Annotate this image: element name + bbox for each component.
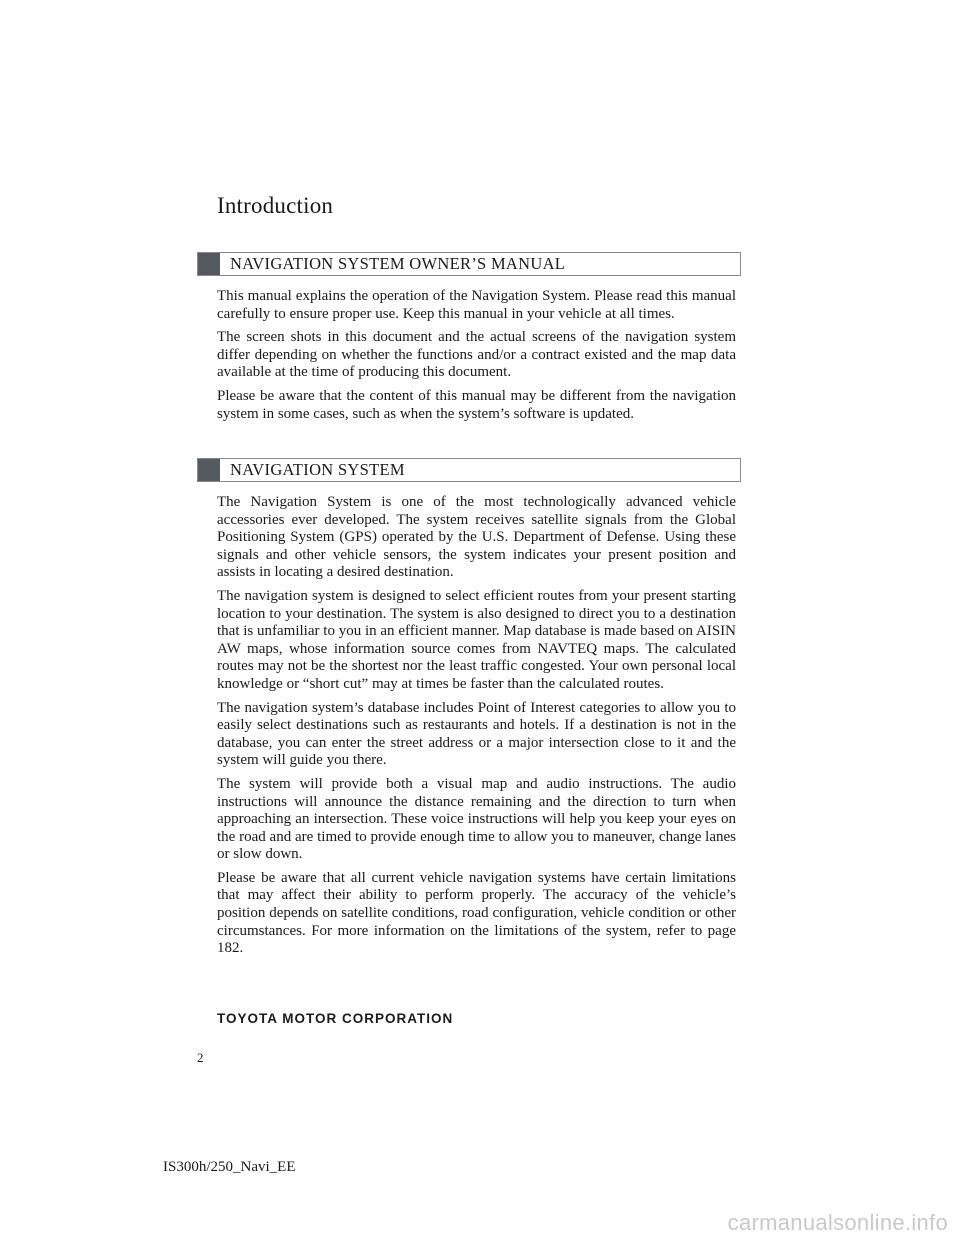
page-number: 2 xyxy=(197,1050,204,1065)
section-marker xyxy=(198,459,220,481)
watermark: carmanualsonline.info xyxy=(727,1210,948,1235)
paragraph: The screen shots in this document and the actual screens of the navigation system differ depending on whether the functions and/or a contract existed and the map data available at the time of producing this document. xyxy=(217,329,736,381)
section-marker xyxy=(198,253,220,275)
corporation-name: TOYOTA MOTOR CORPORATION xyxy=(217,1011,454,1026)
section-heading-label: NAVIGATION SYSTEM OWNER’S MANUAL xyxy=(230,254,566,273)
section-heading-owners-manual xyxy=(197,252,741,276)
paragraph: Please be aware that the content of this manual may be different from the navigation system in some cases, such as when the system’s software is updated. xyxy=(217,387,736,422)
paragraph: This manual explains the operation of the Navigation System. Please read this manual carefully to ensure proper use. Keep this manual in your vehicle at all times. xyxy=(217,288,736,322)
paragraph: The navigation system is designed to select efficient routes from your present starting location to your destination. The system is also designed to direct you to a destination that is unfamiliar to you in an efficient manner. Map database is made based on AISIN AW maps, whose information source comes from NAVTEQ maps. The calculated routes may not be the shortest nor the least traffic congested. Your own personal local knowledge or “short cut” may at times be faster than the calculated routes. xyxy=(217,587,736,692)
section-body-owners-manual xyxy=(217,288,736,429)
section-heading-label: NAVIGATION SYSTEM xyxy=(230,460,405,479)
section-heading-navigation-system xyxy=(197,458,741,482)
page-title: Introduction xyxy=(217,193,334,218)
section-body-navigation-system xyxy=(217,494,736,964)
paragraph: The system will provide both a visual map and audio instructions. The audio instructions will announce the distance remaining and the direction to turn when approaching an intersection. These voice instructions will help you keep your eyes on the road and are timed to provide enough time to allow you to maneuver, change lanes or slow down. xyxy=(217,775,736,863)
paragraph: The Navigation System is one of the most technologically advanced vehicle accessories ever developed. The system receives satellite signals from the Global Positioning System (GPS) operated by the U.S. Department of Defense. Using these signals and other vehicle sensors, the system indicates your present position and assists in locating a desired destination. xyxy=(217,494,736,581)
document-code: IS300h/250_Navi_EE xyxy=(163,1159,296,1175)
paragraph: Please be aware that all current vehicle navigation systems have certain limitations that may affect their ability to perform properly. The accuracy of the vehicle’s position depends on satellite conditions, road configuration, vehicle condition or other circumstances. For more information on the limitations of the system, refer to page 182. xyxy=(217,869,736,957)
paragraph: The navigation system’s database includes Point of Interest categories to allow you to easily select destinations such as restaurants and hotels. If a destination is not in the database, you can enter the street address or a major intersection close to it and the system will guide you there. xyxy=(217,699,736,769)
